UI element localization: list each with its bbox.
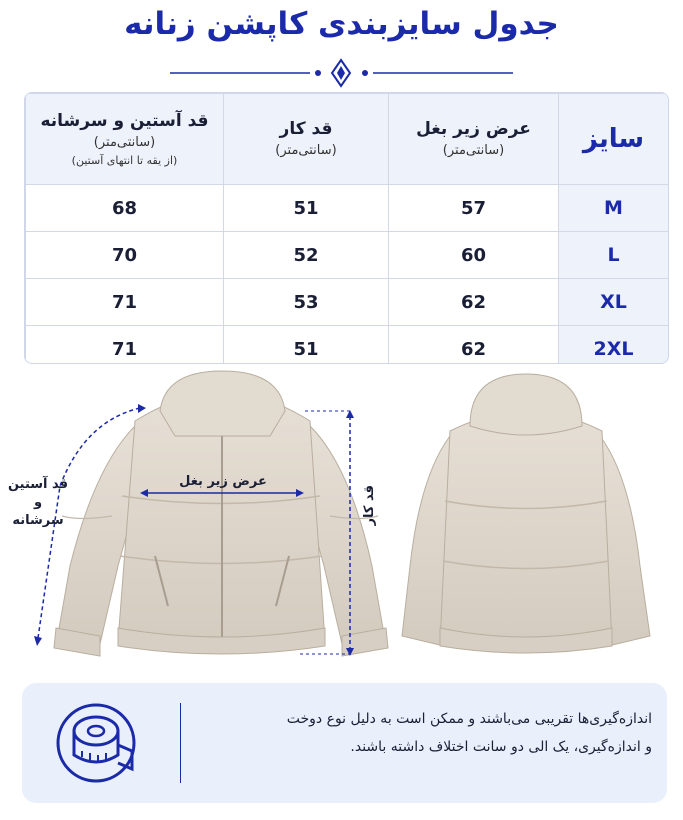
cell-size: 2XL <box>559 326 669 365</box>
header-length <box>224 94 389 185</box>
cell-chest: 57 <box>389 185 559 232</box>
cell-sleeve: 71 <box>26 326 224 365</box>
cell-sleeve: 70 <box>26 232 224 279</box>
front-jacket <box>54 371 388 656</box>
table-row <box>26 279 669 326</box>
header-length-label: قد کار <box>279 119 333 139</box>
table-row <box>26 185 669 232</box>
cell-size: L <box>559 232 669 279</box>
header-chest-label: عرض زیر بغل <box>416 119 531 139</box>
cell-chest: 62 <box>389 279 559 326</box>
note-divider <box>180 703 181 783</box>
header-chest-unit: (سانتی‌متر) <box>442 143 505 158</box>
chest-measure-label: عرض زیر بغل <box>179 474 267 489</box>
cell-length: 51 <box>224 326 389 365</box>
page-title: جدول سایزبندی کاپشن زنانه <box>124 6 559 42</box>
title-ornament <box>170 58 513 88</box>
table-row <box>26 232 669 279</box>
header-sleeve-unit: (سانتی‌متر) <box>93 135 156 150</box>
header-sleeve <box>26 94 224 185</box>
header-size: سایز <box>559 94 669 185</box>
note-line2: و اندازه‌گیری، یک الی دو سانت اختلاف داشته باشند. <box>350 739 652 755</box>
header-chest <box>389 94 559 185</box>
cell-chest: 60 <box>389 232 559 279</box>
cell-chest: 62 <box>389 326 559 365</box>
note-text <box>197 705 652 761</box>
cell-sleeve: 68 <box>26 185 224 232</box>
table-row <box>26 326 669 365</box>
sleeve-label-line1: قد آستین و <box>7 477 69 510</box>
header-length-unit: (سانتی‌متر) <box>275 143 337 158</box>
header-sleeve-label: قد آستین و سرشانه <box>40 111 209 131</box>
sleeve-measure-label <box>2 476 74 530</box>
cell-size: M <box>559 185 669 232</box>
cell-length: 52 <box>224 232 389 279</box>
measurement-note <box>22 683 667 803</box>
sleeve-label-line2: سرشانه <box>12 513 64 528</box>
measuring-tape-icon <box>48 695 144 791</box>
cell-length: 51 <box>224 185 389 232</box>
jacket-illustration <box>0 366 683 676</box>
header-sleeve-note: (از یقه تا انتهای آستین) <box>71 154 178 167</box>
note-line1: اندازه‌گیری‌ها تقریبی می‌باشند و ممکن است به دلیل نوع دوخت <box>286 711 652 727</box>
cell-sleeve: 71 <box>26 279 224 326</box>
cell-length: 53 <box>224 279 389 326</box>
cell-size: XL <box>559 279 669 326</box>
size-table <box>24 92 669 364</box>
length-measure-label: قد کار <box>362 485 377 526</box>
back-jacket <box>402 374 650 653</box>
